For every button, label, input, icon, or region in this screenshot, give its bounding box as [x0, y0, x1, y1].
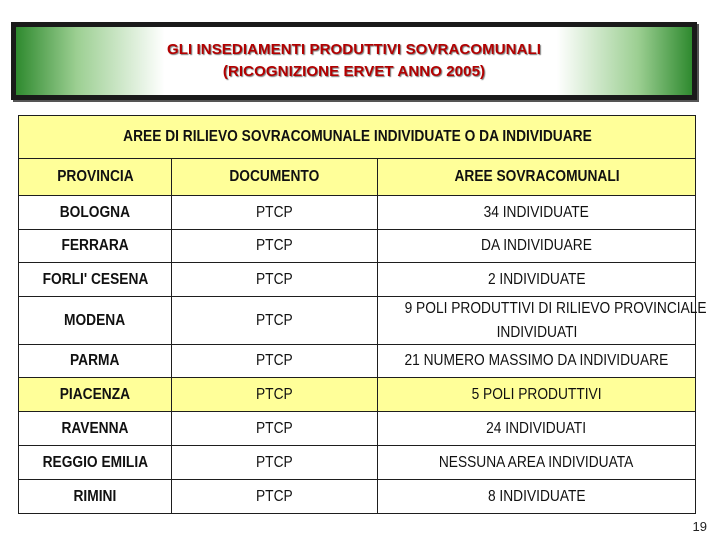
table-row	[19, 196, 696, 230]
cell-aree: 8 INDIVIDUATE	[378, 480, 696, 514]
cell-documento: PTCP	[172, 196, 378, 230]
cell-provincia: FERRARA	[19, 230, 172, 263]
header-documento: DOCUMENTO	[172, 159, 378, 196]
table-banner-row	[19, 116, 696, 159]
header-provincia: PROVINCIA	[19, 159, 172, 196]
aree-table	[18, 115, 707, 514]
cell-aree: DA INDIVIDUARE	[378, 230, 696, 263]
slide-title-box	[11, 22, 697, 100]
table-row	[19, 446, 696, 480]
cell-documento: PTCP	[172, 263, 378, 297]
cell-aree-line2: INDIVIDUATI	[496, 323, 577, 341]
cell-aree: 21 NUMERO MASSIMO DA INDIVIDUARE	[378, 345, 696, 378]
cell-aree-line1: 9 POLI PRODUTTIVI DI RILIEVO PROVINCIALE	[404, 300, 707, 318]
table-row	[19, 412, 696, 446]
cell-aree: NESSUNA AREA INDIVIDUATA	[378, 446, 696, 480]
cell-documento: PTCP	[172, 480, 378, 514]
slide-title-line2: (RICOGNIZIONE ERVET ANNO 2005)	[222, 63, 486, 80]
cell-provincia: MODENA	[19, 297, 172, 345]
cell-aree	[378, 297, 707, 345]
table-row	[19, 230, 696, 263]
cell-documento: PTCP	[172, 412, 378, 446]
table-banner: AREE DI RILIEVO SOVRACOMUNALE INDIVIDUATE O DA INDIVIDUARE	[19, 116, 696, 159]
cell-provincia: BOLOGNA	[19, 196, 172, 230]
cell-provincia: REGGIO EMILIA	[19, 446, 172, 480]
cell-aree: 5 POLI PRODUTTIVI	[378, 378, 696, 412]
table-row	[19, 480, 696, 514]
cell-documento: PTCP	[172, 345, 378, 378]
page-number: 19	[692, 519, 707, 534]
cell-documento: PTCP	[172, 230, 378, 263]
cell-documento: PTCP	[172, 297, 378, 345]
table-header-row	[19, 159, 696, 196]
table-row	[19, 263, 696, 297]
table-row	[19, 297, 696, 345]
table-row-highlighted	[19, 378, 696, 412]
cell-provincia: PARMA	[19, 345, 172, 378]
cell-provincia: RAVENNA	[19, 412, 172, 446]
header-aree: AREE SOVRACOMUNALI	[378, 159, 696, 196]
cell-aree: 2 INDIVIDUATE	[378, 263, 696, 297]
table-row	[19, 345, 696, 378]
cell-documento: PTCP	[172, 378, 378, 412]
cell-provincia: RIMINI	[19, 480, 172, 514]
cell-aree: 34 INDIVIDUATE	[378, 196, 696, 230]
cell-documento: PTCP	[172, 446, 378, 480]
cell-aree: 24 INDIVIDUATI	[378, 412, 696, 446]
cell-provincia: FORLI' CESENA	[19, 263, 172, 297]
cell-provincia: PIACENZA	[19, 378, 172, 412]
slide-title-line1: GLI INSEDIAMENTI PRODUTTIVI SOVRACOMUNALI	[166, 41, 542, 58]
